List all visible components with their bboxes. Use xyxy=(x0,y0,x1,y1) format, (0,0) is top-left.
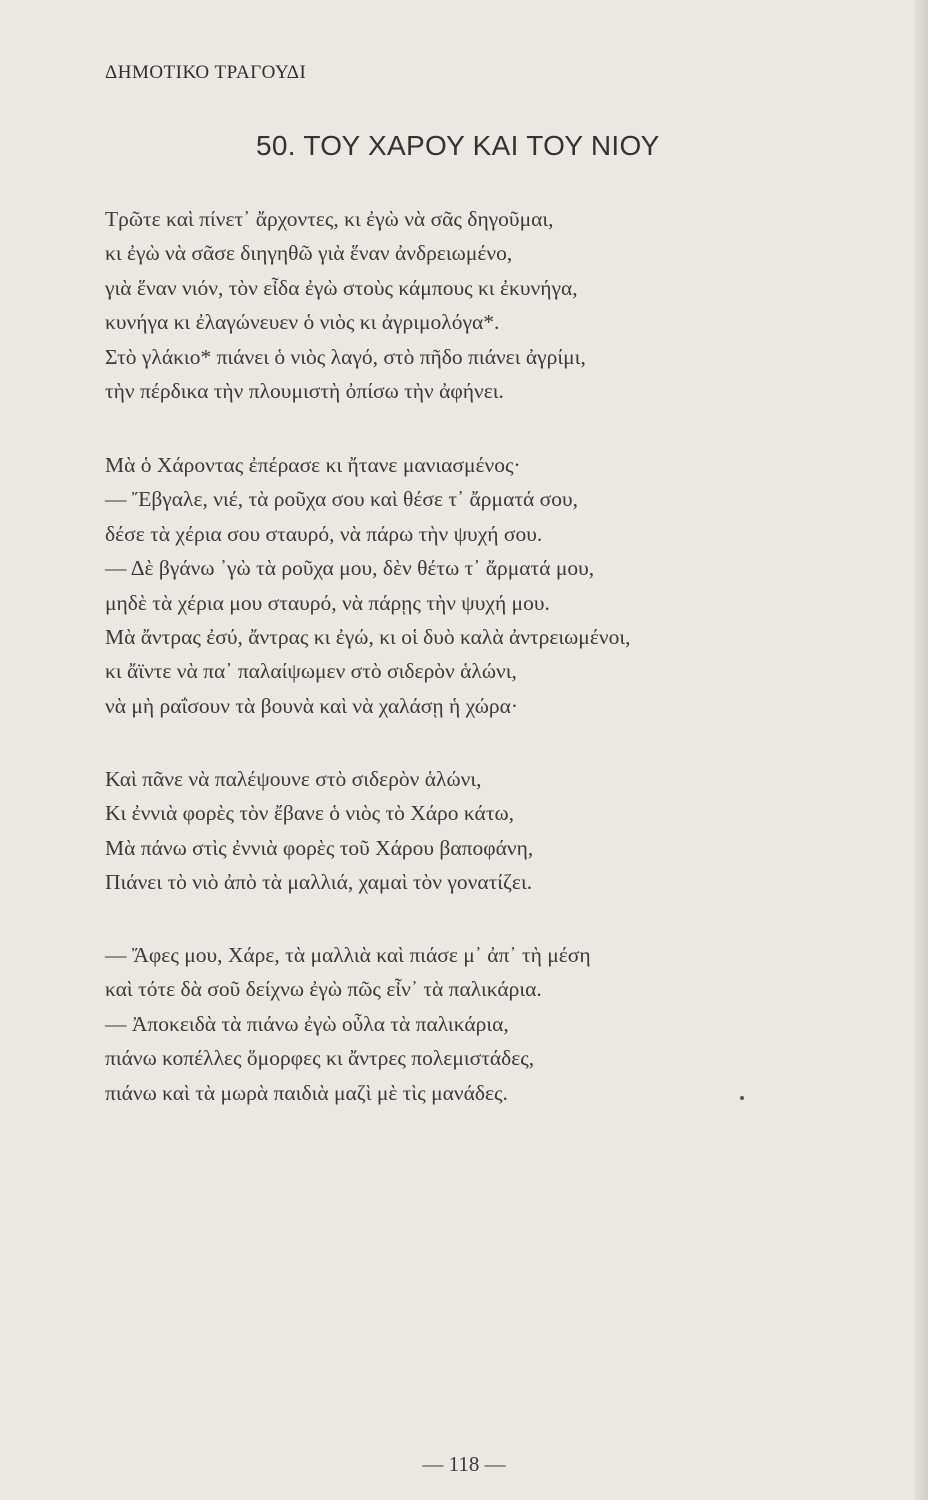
verse-line: Στὸ γλάκιο* πιάνει ὁ νιὸς λαγό, στὸ πῆδο πιάνει ἀγρίμι, xyxy=(105,344,586,369)
verse-line: πιάνω κοπέλλες ὅμορφες κι ἄντρες πολεμιστάδες, xyxy=(105,1046,535,1071)
verse-line: κι ἐγὼ νὰ σᾶσε διηγηθῶ γιὰ ἕναν ἀνδρειωμένο, xyxy=(105,241,513,266)
verse-line: Μὰ πάνω στὶς ἐννιὰ φορὲς τοῦ Χάρου βαποφάνη, xyxy=(105,835,534,860)
stanza-1 xyxy=(105,202,586,408)
verse-line: πιάνω καὶ τὰ μωρὰ παιδιὰ μαζὶ μὲ τὶς μανάδες. xyxy=(105,1080,508,1105)
page-number: — 118 — xyxy=(422,1452,506,1476)
verse-line: Κι ἐννιὰ φορὲς τὸν ἔβανε ὁ νιὸς τὸ Χάρο κάτω, xyxy=(105,801,514,826)
verse-line: τὴν πέρδικα τὴν πλουμιστὴ ὀπίσω τὴν ἀφήνει. xyxy=(105,378,504,403)
verse-line: κι ἄϊντε νὰ πα᾽ παλαίψωμεν στὸ σιδερὸν ἁλώνι, xyxy=(105,659,517,684)
verse-line: Μὰ ὁ Χάροντας ἐπέρασε κι ἤτανε μανιασμένος· xyxy=(105,453,521,477)
verse-line: — Ἄφες μου, Χάρε, τὰ μαλλιὰ καὶ πιάσε μ᾽ ἀπ᾽ τὴ μέση xyxy=(105,943,591,967)
running-head: ΔΗΜΟΤΙΚΟ ΤΡΑΓΟΥΔΙ xyxy=(105,62,307,83)
verse-line: κυνήγα κι ἐλαγώνευεν ὁ νιὸς κι ἀγριμολόγα*. xyxy=(105,310,500,335)
verse-line: — Δὲ βγάνω ᾽γὼ τὰ ροῦχα μου, δὲν θέτω τ᾽ ἄρματά μου, xyxy=(105,556,595,581)
verse-line: Πιάνει τὸ νιὸ ἀπὸ τὰ μαλλιά, χαμαὶ τὸν γονατίζει. xyxy=(105,870,533,895)
verse-line: Μὰ ἄντρας ἐσύ, ἄντρας κι ἐγώ, κι οἱ δυὸ καλὰ ἀντρειωμένοι, xyxy=(105,624,631,649)
verse-line: μηδὲ τὰ χέρια μου σταυρό, νὰ πάρῃς τὴν ψυχή μου. xyxy=(105,590,550,615)
stanza-3 xyxy=(105,762,533,900)
verse-line: νὰ μὴ ραΐσουν τὰ βουνὰ καὶ νὰ χαλάσῃ ἡ χώρα· xyxy=(105,693,518,718)
verse-line: — Ἀποκειδὰ τὰ πιάνω ἐγὼ οὖλα τὰ παλικάρια, xyxy=(105,1011,509,1036)
page-edge xyxy=(914,0,928,1500)
verse-line: γιὰ ἕναν νιόν, τὸν εἶδα ἐγὼ στοὺς κάμπους κι ἐκυνήγα, xyxy=(105,275,578,300)
verse-line: καὶ τότε δὰ σοῦ δείχνω ἐγὼ πῶς εἶν᾽ τὰ παλικάρια. xyxy=(105,977,542,1002)
verse-line: Τρῶτε καὶ πίνετ᾽ ἄρχοντες, κι ἐγὼ νὰ σᾶς δηγοῦμαι, xyxy=(105,207,554,231)
verse-line: Καὶ πᾶνε νὰ παλέψουνε στὸ σιδερὸν ἁλώνι, xyxy=(105,767,482,791)
verse-line: — Ἔβγαλε, νιέ, τὰ ροῦχα σου καὶ θέσε τ᾽ ἄρματά σου, xyxy=(105,487,578,512)
stanza-4 xyxy=(105,938,591,1110)
song-title: 50. ΤΟΥ ΧΑΡΟΥ ΚΑΙ ΤΟΥ ΝΙΟΥ xyxy=(256,130,660,161)
stanza-2 xyxy=(105,448,631,723)
verse-line: δέσε τὰ χέρια σου σταυρό, νὰ πάρω τὴν ψυχή σου. xyxy=(105,521,543,546)
ink-speck xyxy=(740,1096,744,1100)
